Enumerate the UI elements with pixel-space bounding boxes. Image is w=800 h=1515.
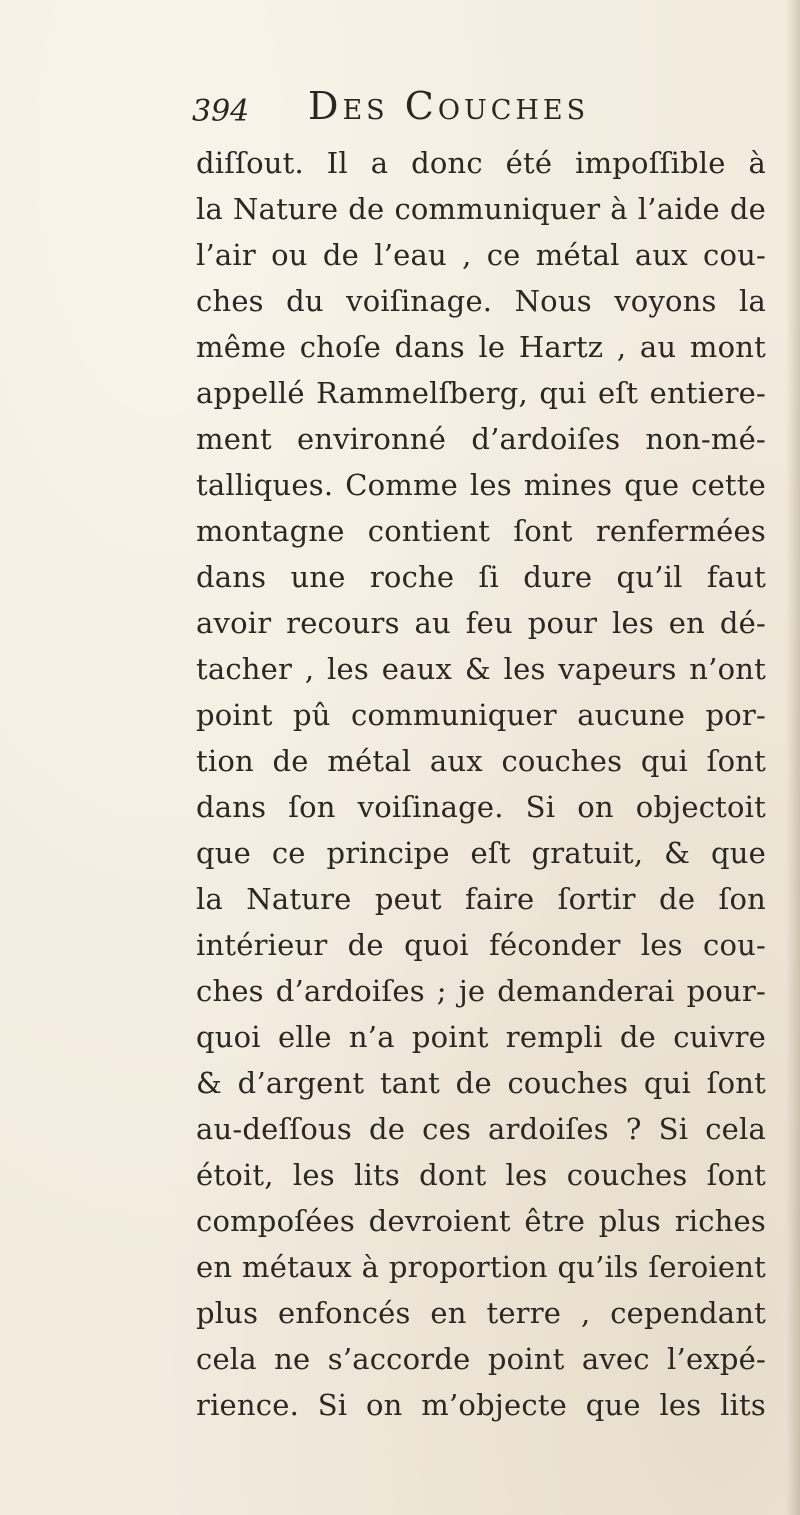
text-line: étoit, les lits dont les couches ſont [196, 1158, 766, 1192]
text-line: dans une roche ſi dure qu’il faut [196, 560, 766, 594]
text-line: la Nature peut faire ſortir de ſon [196, 882, 766, 916]
text-line: diſſout. Il a donc été impoſſible à [196, 146, 766, 180]
text-line: point pû communiquer aucune por- [196, 698, 766, 732]
text-line: compoſées devroient être plus riches [196, 1204, 766, 1238]
text-line: appellé Rammelſberg, qui eſt entiere- [196, 376, 766, 410]
text-line: talliques. Comme les mines que cette [196, 468, 766, 502]
text-line: ment environné d’ardoiſes non-mé- [196, 422, 766, 456]
text-line: même choſe dans le Hartz , au mont [196, 330, 766, 364]
text-line: au-deſſous de ces ardoiſes ? Si cela [196, 1112, 766, 1146]
text-line: intérieur de quoi féconder les cou- [196, 928, 766, 962]
text-line: ches d’ardoiſes ; je demanderai pour- [196, 974, 766, 1008]
page-number: 394 [192, 94, 250, 129]
text-line: ches du voiſinage. Nous voyons la [196, 284, 766, 318]
text-line: avoir recours au feu pour les en dé- [196, 606, 766, 640]
text-line: montagne contient ſont renfermées [196, 514, 766, 548]
text-line: cela ne s’accorde point avec l’expé- [196, 1342, 766, 1376]
page-header-title: Des Couches [308, 84, 590, 128]
text-line: dans ſon voiſinage. Si on objectoit [196, 790, 766, 824]
text-line: rience. Si on m’objecte que les lits [196, 1388, 766, 1422]
text-line: tacher , les eaux & les vapeurs n’ont [196, 652, 766, 686]
text-line: quoi elle n’a point rempli de cuivre [196, 1020, 766, 1054]
text-line: l’air ou de l’eau , ce métal aux cou- [196, 238, 766, 272]
text-line: & d’argent tant de couches qui ſont [196, 1066, 766, 1100]
text-line: que ce principe eſt gratuit, & que [196, 836, 766, 870]
body-text [196, 140, 766, 1428]
text-line: en métaux à proportion qu’ils ſeroient [196, 1250, 766, 1284]
text-line: la Nature de communiquer à l’aide de [196, 192, 766, 226]
text-line: tion de métal aux couches qui ſont [196, 744, 766, 778]
text-line: plus enfoncés en terre , cependant [196, 1296, 766, 1330]
page-edge-shadow [786, 0, 800, 1515]
